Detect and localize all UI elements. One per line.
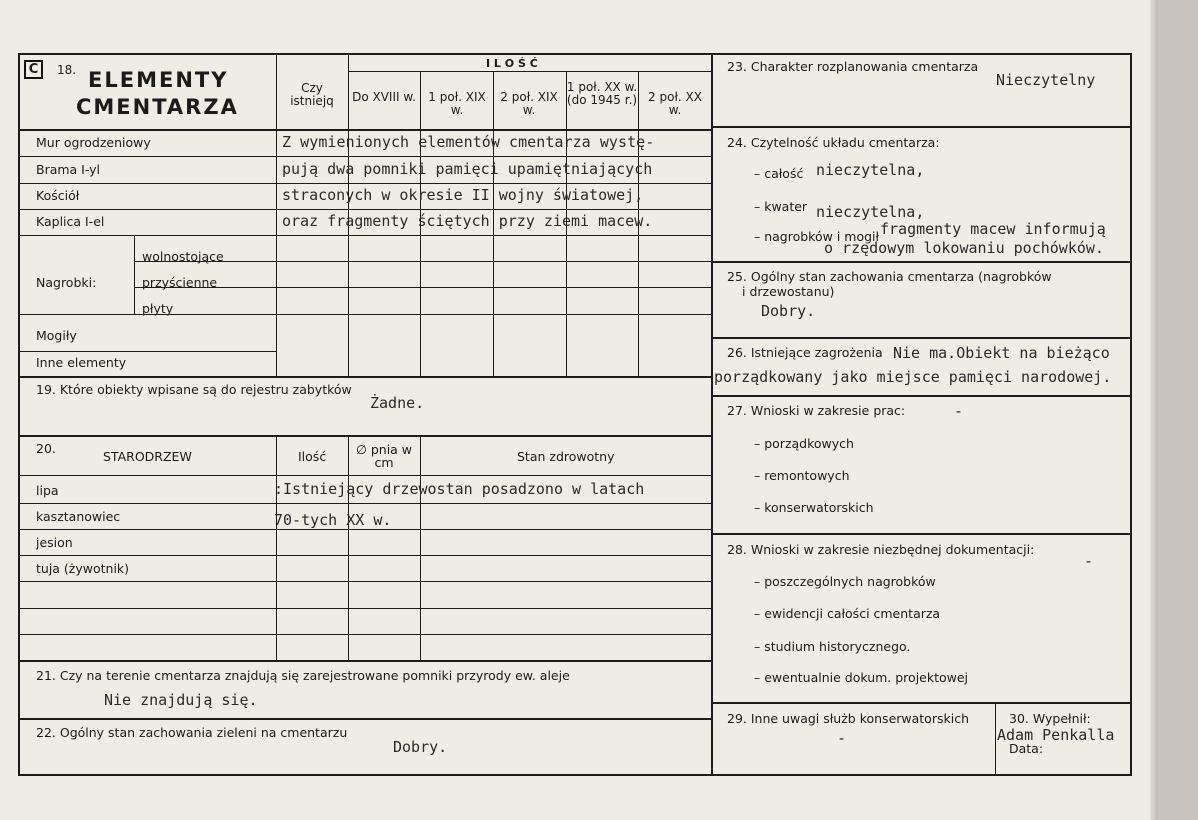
section-c-box: C — [24, 60, 43, 79]
answer-26b: porządkowany jako miejsce pamięci narodowej. — [714, 368, 1112, 386]
title-line2: CMENTARZA — [76, 95, 239, 119]
col-line — [420, 435, 421, 660]
item-number-18: 18. — [57, 63, 77, 77]
row-mogily: Mogiły — [36, 328, 77, 343]
question-23: 23. Charakter rozplanowania cmentarza — [727, 59, 979, 74]
answer-29: - — [837, 729, 847, 747]
question-27: 27. Wnioski w zakresie prac: — [727, 403, 906, 418]
row-line — [20, 351, 276, 352]
col-header-ilosc2: Ilość — [298, 449, 327, 464]
tree-kasztanowiec: kasztanowiec — [36, 509, 121, 524]
question-22: 22. Ogólny stan zachowania zieleni na cmentarzu — [36, 725, 348, 740]
typed-elements-line1: Z wymienionych elementów cmentarza wystę- — [282, 133, 655, 151]
row-line — [20, 555, 711, 556]
col-header-2pol20: 2 poł. XX w. — [648, 90, 702, 117]
answer-24-nagrobkow-a: fragmenty macew informują — [880, 220, 1106, 238]
col-header-2pol19: 2 poł. XIX w. — [500, 90, 558, 117]
row-line — [20, 634, 711, 635]
col-header-do18: Do XVIII w. — [352, 90, 416, 104]
answer-28: - — [1084, 552, 1094, 570]
tree-lipa: lipa — [36, 483, 59, 498]
bullet-27-konserwatorskich: – konserwatorskich — [754, 500, 874, 515]
answer-19: Żadne. — [370, 394, 425, 412]
answer-26a: Nie ma.Obiekt na bieżąco — [893, 344, 1110, 362]
answer-25: Dobry. — [761, 302, 816, 320]
cemetery-record-card — [18, 53, 1132, 776]
row-line — [20, 235, 711, 236]
section-line — [713, 395, 1130, 397]
bullet-28-studium: – studium historycznego. — [754, 639, 911, 654]
section-line — [713, 533, 1130, 535]
question-19: 19. Które obiekty wpisane są do rejestru zabytków — [36, 382, 352, 397]
nagrobki-divider — [134, 235, 135, 314]
row-line — [20, 314, 711, 315]
row-nagrobki: Nagrobki: — [36, 275, 97, 290]
question-29: 29. Inne uwagi służb konserwatorskich — [727, 711, 969, 726]
center-divider — [711, 55, 713, 774]
question-26: 26. Istniejące zagrożenia — [727, 345, 883, 360]
nagrobki-przyscienne: przyścienne — [142, 275, 218, 290]
col-header-1pol19: 1 poł. XIX w. — [428, 90, 486, 117]
question-25a: 25. Ogólny stan zachowania cmentarza (nagrobków — [727, 269, 1052, 284]
col-line — [995, 702, 996, 774]
col-line — [348, 435, 349, 660]
row-mur: Mur ogrodzeniowy — [36, 135, 151, 150]
answer-30-name: Adam Penkalla — [997, 726, 1115, 744]
row-kaplica: Kaplica I-el — [36, 214, 105, 229]
bullet-24-nagrobkow: – nagrobków i mogił — [754, 229, 880, 244]
date-label: Data: — [1009, 741, 1044, 756]
row-line — [20, 581, 711, 582]
col-header-1pol20: 1 poł. XX w. (do 1945 r.) — [566, 80, 638, 107]
section-line — [20, 660, 711, 662]
question-24: 24. Czytelność układu cmentarza: — [727, 135, 940, 150]
col-header-ilosc: I L O Ś Ć — [486, 57, 538, 70]
section-line — [20, 718, 711, 720]
typed-elements-line3: straconych w okresie II wojny światowej, — [282, 186, 644, 204]
tree-tuja: tuja (żywotnik) — [36, 561, 130, 576]
row-line — [134, 287, 711, 288]
row-line — [20, 156, 711, 157]
question-30: 30. Wypełnił: — [1009, 711, 1091, 726]
row-line — [20, 608, 711, 609]
starodrzew-title: STARODRZEW — [103, 449, 192, 464]
bullet-24-calosc: – całość — [754, 166, 804, 181]
section-line — [20, 376, 711, 378]
typed-trees-line2: 70-tych XX w. — [274, 511, 392, 529]
answer-24-kwater: nieczytelna, — [816, 203, 925, 221]
section-line — [713, 337, 1130, 339]
question-28: 28. Wnioski w zakresie niezbędnej dokumentacji: — [727, 542, 1035, 557]
row-line — [20, 183, 711, 184]
row-line — [20, 475, 711, 476]
section-line — [20, 435, 711, 437]
section-line — [713, 702, 1130, 704]
col-line — [276, 55, 277, 376]
bullet-28-projektowej: – ewentualnie dokum. projektowej — [754, 670, 969, 685]
typed-elements-line2: pują dwa pomniki pamięci upamiętniających — [282, 160, 653, 178]
row-line — [20, 209, 711, 210]
answer-24-calosc: nieczytelna, — [816, 161, 925, 179]
answer-23: Nieczytelny — [996, 71, 1096, 89]
col-header-pnia: ∅ pnia w cm — [355, 442, 413, 471]
nagrobki-wolnostojace: wolnostojące — [142, 249, 224, 264]
nagrobki-plyty: płyty — [142, 301, 174, 316]
answer-24-nagrobkow-b: o rzędowym lokowaniu pochówków. — [824, 239, 1104, 257]
row-kosciol: Kościół — [36, 188, 80, 203]
row-line — [20, 503, 711, 504]
section-line — [713, 126, 1130, 128]
col-header-stan: Stan zdrowotny — [517, 449, 615, 464]
bullet-28-ewidencji: – ewidencji całości cmentarza — [754, 606, 941, 621]
header-bottom-line — [20, 129, 711, 131]
col-header-exists: Czy istniejq — [290, 81, 334, 108]
typed-trees-line1: :Istniejący drzewostan posadzono w latach — [274, 480, 645, 498]
ilosc-underline — [348, 71, 711, 72]
bullet-27-porzadkowych: – porządkowych — [754, 436, 854, 451]
section-line — [713, 261, 1130, 263]
answer-22: Dobry. — [393, 738, 448, 756]
bullet-27-remontowych: – remontowych — [754, 468, 850, 483]
answer-21: Nie znajdują się. — [104, 691, 258, 709]
title-line1: ELEMENTY — [88, 68, 229, 92]
question-21: 21. Czy na terenie cmentarza znajdują się zarejestrowane pomniki przyrody ew. aleje — [36, 668, 570, 683]
row-inne: Inne elementy — [36, 355, 127, 370]
bullet-28-nagrobkow: – poszczególnych nagrobków — [754, 574, 936, 589]
row-line — [20, 529, 711, 530]
bullet-24-kwater: – kwater — [754, 199, 808, 214]
question-25b: i drzewostanu) — [742, 284, 835, 299]
item-number-20: 20. — [36, 441, 56, 456]
tree-jesion: jesion — [36, 535, 73, 550]
typed-elements-line4: oraz fragmenty ściętych przy ziemi macew. — [282, 212, 653, 230]
answer-27: - — [954, 402, 964, 420]
col-line — [276, 435, 277, 660]
row-brama: Brama I-yl — [36, 162, 101, 177]
